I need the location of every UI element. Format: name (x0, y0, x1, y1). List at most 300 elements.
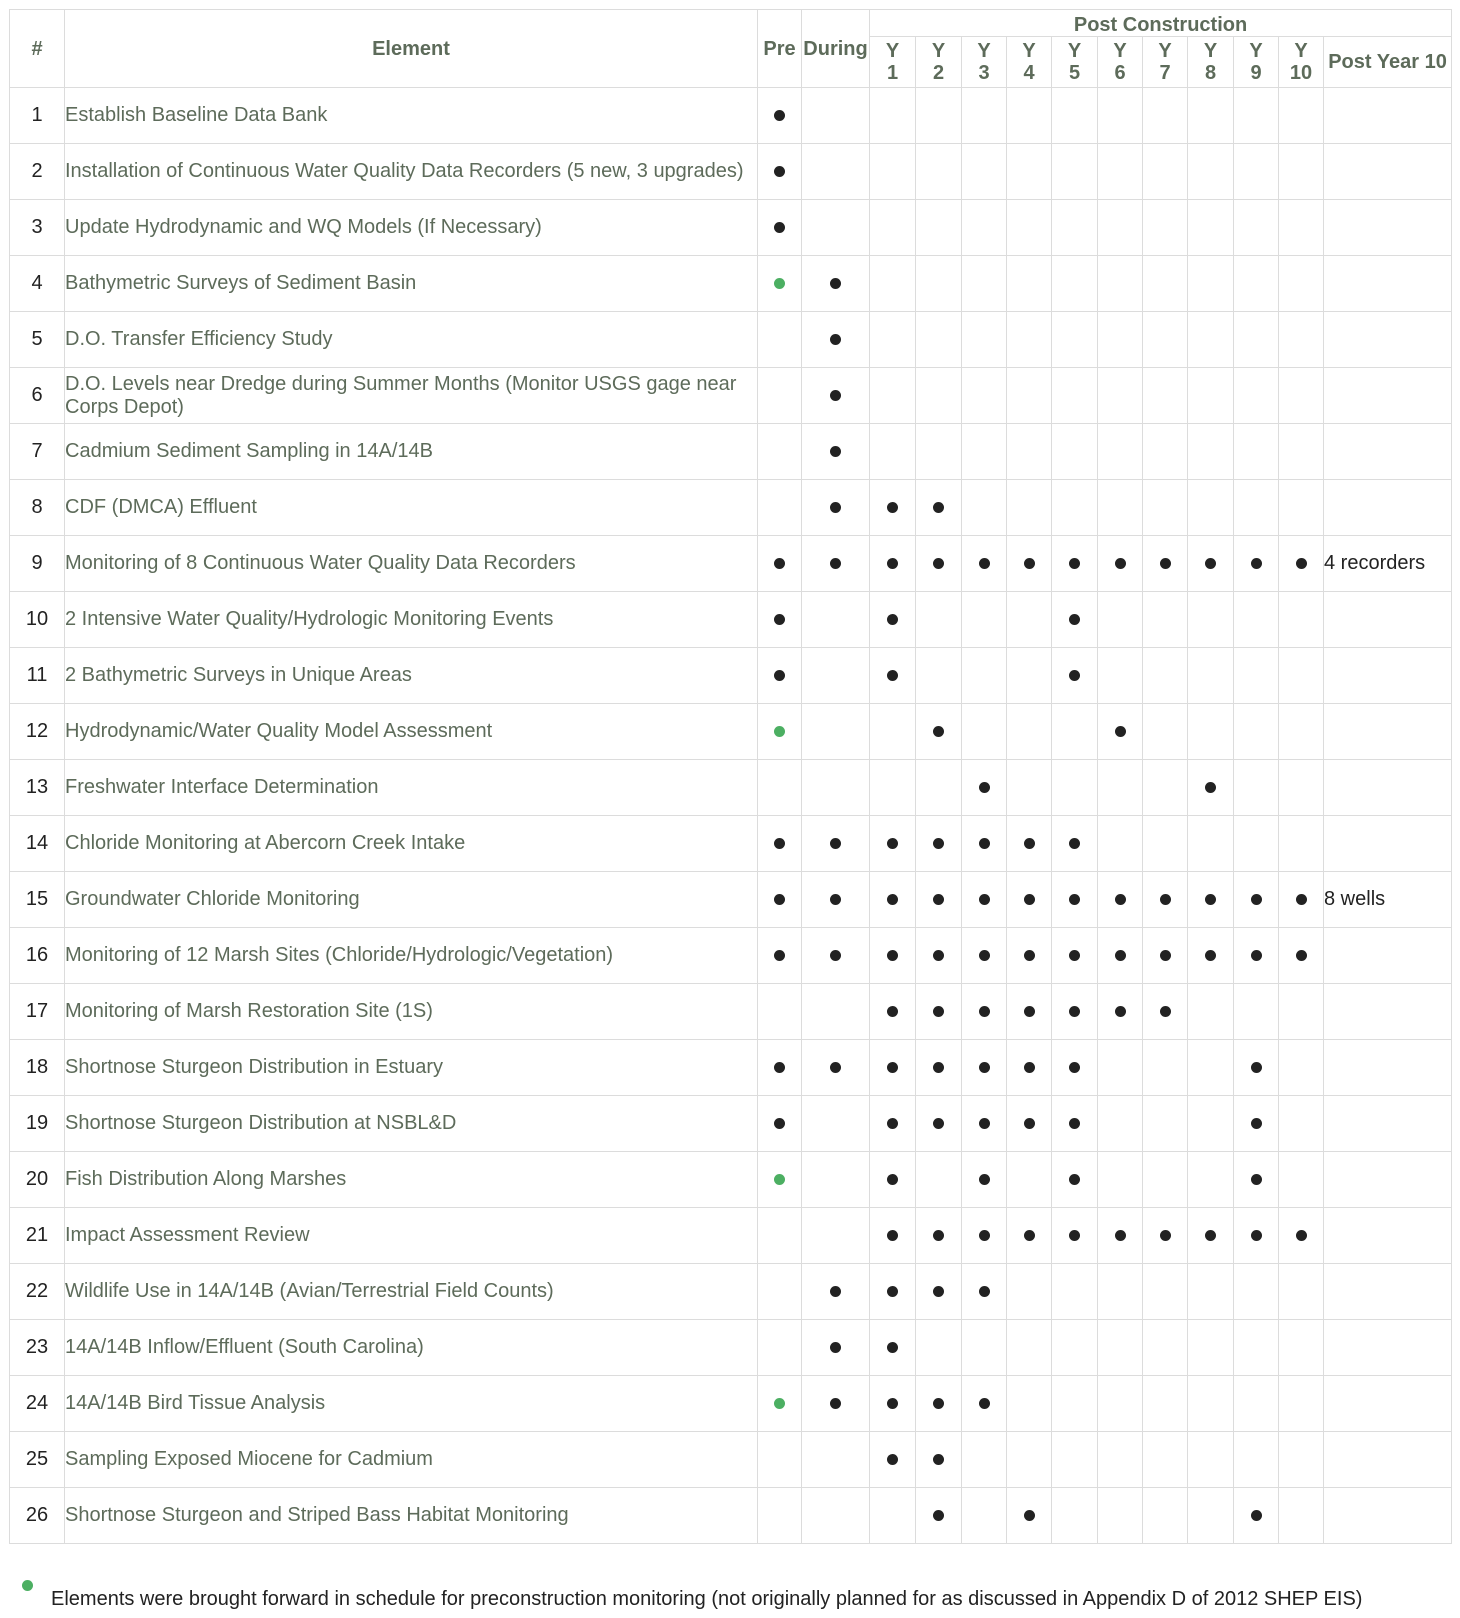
row-element: 2 Intensive Water Quality/Hydrologic Monitoring Events (65, 592, 758, 648)
row-number: 9 (10, 536, 65, 592)
cell-y1 (870, 648, 916, 704)
row-element: Update Hydrodynamic and WQ Models (If Necessary) (65, 200, 758, 256)
cell-pre (758, 592, 802, 648)
cell-during (802, 816, 870, 872)
cell-y5 (1052, 928, 1098, 984)
row-element: Establish Baseline Data Bank (65, 88, 758, 144)
cell-y5 (1052, 1152, 1098, 1208)
cell-y3 (962, 704, 1007, 760)
black-dot-icon (774, 950, 785, 961)
green-dot-icon (774, 1174, 785, 1185)
table-row (10, 984, 1452, 1040)
black-dot-icon (1115, 558, 1126, 569)
cell-y8 (1188, 928, 1234, 984)
row-element: Hydrodynamic/Water Quality Model Assessment (65, 704, 758, 760)
black-dot-icon (979, 1230, 990, 1241)
black-dot-icon (933, 894, 944, 905)
black-dot-icon (1251, 1174, 1262, 1185)
cell-y3 (962, 1320, 1007, 1376)
cell-y2 (916, 928, 962, 984)
cell-y9 (1234, 144, 1279, 200)
table-row (10, 648, 1452, 704)
row-number: 23 (10, 1320, 65, 1376)
table-row (10, 480, 1452, 536)
cell-y9 (1234, 1488, 1279, 1544)
header-year-6 (1098, 37, 1143, 88)
cell-pre (758, 200, 802, 256)
black-dot-icon (1296, 1230, 1307, 1241)
green-dot-icon (774, 1398, 785, 1409)
row-number: 11 (10, 648, 65, 704)
table-row (10, 1432, 1452, 1488)
cell-y2 (916, 424, 962, 480)
black-dot-icon (830, 838, 841, 849)
black-dot-icon (830, 502, 841, 513)
row-element: D.O. Transfer Efficiency Study (65, 312, 758, 368)
row-element: Monitoring of 12 Marsh Sites (Chloride/Hydrologic/Vegetation) (65, 928, 758, 984)
cell-y1 (870, 592, 916, 648)
cell-y5 (1052, 872, 1098, 928)
black-dot-icon (1251, 1510, 1262, 1521)
cell-post-year-10 (1324, 1320, 1452, 1376)
cell-y10 (1279, 1488, 1324, 1544)
cell-y1 (870, 760, 916, 816)
green-dot-icon (774, 726, 785, 737)
cell-y4 (1007, 1208, 1052, 1264)
cell-y1 (870, 1096, 916, 1152)
black-dot-icon (1251, 1118, 1262, 1129)
cell-y7 (1143, 536, 1188, 592)
header-year-prefix: Y (885, 40, 900, 62)
row-number: 15 (10, 872, 65, 928)
cell-y9 (1234, 1432, 1279, 1488)
row-element: Chloride Monitoring at Abercorn Creek Intake (65, 816, 758, 872)
cell-y1 (870, 1208, 916, 1264)
cell-pre (758, 704, 802, 760)
cell-y4 (1007, 1320, 1052, 1376)
black-dot-icon (887, 1454, 898, 1465)
row-number: 18 (10, 1040, 65, 1096)
black-dot-icon (1115, 1006, 1126, 1017)
header-pre: Pre (758, 10, 802, 88)
cell-y7 (1143, 144, 1188, 200)
cell-y9 (1234, 424, 1279, 480)
header-year-number: 5 (1068, 62, 1081, 84)
cell-y9 (1234, 200, 1279, 256)
cell-y10 (1279, 592, 1324, 648)
cell-y4 (1007, 984, 1052, 1040)
row-number: 8 (10, 480, 65, 536)
monitoring-schedule-table (9, 9, 1452, 1544)
black-dot-icon (1024, 1006, 1035, 1017)
table-row (10, 1096, 1452, 1152)
cell-y6 (1098, 1376, 1143, 1432)
cell-post-year-10 (1324, 368, 1452, 424)
cell-y1 (870, 88, 916, 144)
cell-post-year-10 (1324, 1208, 1452, 1264)
cell-y10 (1279, 1376, 1324, 1432)
cell-during (802, 536, 870, 592)
cell-y4 (1007, 1152, 1052, 1208)
cell-pre (758, 1264, 802, 1320)
cell-during (802, 1040, 870, 1096)
cell-y6 (1098, 200, 1143, 256)
header-year-prefix: Y (931, 40, 946, 62)
header-during: During (802, 10, 870, 88)
cell-y4 (1007, 816, 1052, 872)
cell-y4 (1007, 368, 1052, 424)
header-year-prefix: Y (1158, 40, 1172, 62)
cell-during (802, 1432, 870, 1488)
cell-y8 (1188, 480, 1234, 536)
cell-during (802, 1320, 870, 1376)
black-dot-icon (1069, 614, 1080, 625)
black-dot-icon (1296, 950, 1307, 961)
cell-pre (758, 536, 802, 592)
black-dot-icon (1160, 950, 1171, 961)
row-element: Shortnose Sturgeon and Striped Bass Habitat Monitoring (65, 1488, 758, 1544)
cell-y1 (870, 1040, 916, 1096)
cell-y6 (1098, 816, 1143, 872)
black-dot-icon (933, 502, 944, 513)
cell-y10 (1279, 256, 1324, 312)
cell-y10 (1279, 536, 1324, 592)
black-dot-icon (830, 1062, 841, 1073)
header-year-2 (916, 37, 962, 88)
black-dot-icon (979, 894, 990, 905)
black-dot-icon (1205, 894, 1216, 905)
cell-y6 (1098, 760, 1143, 816)
cell-y9 (1234, 704, 1279, 760)
cell-y10 (1279, 312, 1324, 368)
cell-y7 (1143, 200, 1188, 256)
row-number: 26 (10, 1488, 65, 1544)
black-dot-icon (933, 1118, 944, 1129)
black-dot-icon (887, 1342, 898, 1353)
row-number: 25 (10, 1432, 65, 1488)
cell-y4 (1007, 88, 1052, 144)
header-year-9 (1234, 37, 1279, 88)
row-element: Bathymetric Surveys of Sediment Basin (65, 256, 758, 312)
black-dot-icon (1069, 670, 1080, 681)
table-row (10, 424, 1452, 480)
cell-during (802, 480, 870, 536)
legend-text: Elements were brought forward in schedule for preconstruction monitoring (not originally planned for as discussed in Appendix D of 2012 SHEP EIS) (51, 1588, 1363, 1610)
cell-during (802, 200, 870, 256)
row-element: Impact Assessment Review (65, 1208, 758, 1264)
black-dot-icon (830, 894, 841, 905)
cell-y3 (962, 312, 1007, 368)
black-dot-icon (830, 1398, 841, 1409)
black-dot-icon (1069, 1230, 1080, 1241)
cell-post-year-10 (1324, 144, 1452, 200)
cell-y4 (1007, 480, 1052, 536)
cell-post-year-10 (1324, 200, 1452, 256)
cell-y4 (1007, 312, 1052, 368)
black-dot-icon (887, 502, 898, 513)
black-dot-icon (887, 1174, 898, 1185)
cell-y8 (1188, 592, 1234, 648)
black-dot-icon (979, 950, 990, 961)
cell-y8 (1188, 536, 1234, 592)
cell-y1 (870, 1432, 916, 1488)
cell-y4 (1007, 256, 1052, 312)
cell-y1 (870, 424, 916, 480)
cell-y7 (1143, 424, 1188, 480)
cell-y1 (870, 816, 916, 872)
cell-y4 (1007, 648, 1052, 704)
black-dot-icon (1024, 894, 1035, 905)
cell-y2 (916, 704, 962, 760)
cell-y6 (1098, 1040, 1143, 1096)
cell-y1 (870, 368, 916, 424)
cell-y7 (1143, 928, 1188, 984)
header-post-year-10: Post Year 10 (1324, 37, 1452, 88)
black-dot-icon (1024, 838, 1035, 849)
cell-y4 (1007, 1376, 1052, 1432)
cell-y10 (1279, 1096, 1324, 1152)
row-element: 2 Bathymetric Surveys in Unique Areas (65, 648, 758, 704)
cell-post-year-10 (1324, 1096, 1452, 1152)
cell-y8 (1188, 816, 1234, 872)
black-dot-icon (1069, 558, 1080, 569)
black-dot-icon (887, 894, 898, 905)
cell-y9 (1234, 1264, 1279, 1320)
row-element: D.O. Levels near Dredge during Summer Months (Monitor USGS gage near Corps Depot) (65, 368, 758, 424)
cell-y8 (1188, 256, 1234, 312)
black-dot-icon (1251, 1230, 1262, 1241)
cell-during (802, 1208, 870, 1264)
cell-y8 (1188, 1040, 1234, 1096)
cell-y3 (962, 1488, 1007, 1544)
cell-during (802, 872, 870, 928)
cell-pre (758, 88, 802, 144)
cell-during (802, 1152, 870, 1208)
cell-pre (758, 816, 802, 872)
cell-y3 (962, 1152, 1007, 1208)
cell-y2 (916, 368, 962, 424)
cell-y10 (1279, 984, 1324, 1040)
black-dot-icon (1069, 1006, 1080, 1017)
table-row (10, 928, 1452, 984)
cell-y7 (1143, 1320, 1188, 1376)
cell-y5 (1052, 760, 1098, 816)
cell-y8 (1188, 1320, 1234, 1376)
cell-y7 (1143, 1376, 1188, 1432)
cell-y10 (1279, 424, 1324, 480)
cell-pre (758, 1376, 802, 1432)
cell-y7 (1143, 1152, 1188, 1208)
cell-y6 (1098, 704, 1143, 760)
black-dot-icon (1024, 1062, 1035, 1073)
cell-y2 (916, 1096, 962, 1152)
black-dot-icon (830, 1342, 841, 1353)
cell-y6 (1098, 1152, 1143, 1208)
row-element: Freshwater Interface Determination (65, 760, 758, 816)
cell-y3 (962, 1208, 1007, 1264)
legend (20, 1580, 1440, 1610)
cell-y5 (1052, 1488, 1098, 1544)
cell-y9 (1234, 592, 1279, 648)
black-dot-icon (830, 390, 841, 401)
black-dot-icon (1205, 782, 1216, 793)
cell-y2 (916, 648, 962, 704)
cell-y8 (1188, 704, 1234, 760)
black-dot-icon (933, 726, 944, 737)
cell-during (802, 1376, 870, 1432)
cell-y7 (1143, 704, 1188, 760)
cell-y3 (962, 1432, 1007, 1488)
cell-y7 (1143, 1432, 1188, 1488)
header-year-number: 6 (1114, 62, 1126, 84)
legend-green-dot-icon (22, 1580, 33, 1591)
cell-y9 (1234, 480, 1279, 536)
table-row (10, 256, 1452, 312)
cell-post-year-10 (1324, 1432, 1452, 1488)
cell-y6 (1098, 424, 1143, 480)
black-dot-icon (1024, 1230, 1035, 1241)
cell-y4 (1007, 1264, 1052, 1320)
black-dot-icon (774, 222, 785, 233)
cell-during (802, 312, 870, 368)
black-dot-icon (887, 558, 898, 569)
black-dot-icon (1251, 1062, 1262, 1073)
cell-y1 (870, 480, 916, 536)
cell-y5 (1052, 536, 1098, 592)
cell-y1 (870, 256, 916, 312)
cell-y10 (1279, 816, 1324, 872)
black-dot-icon (979, 1118, 990, 1129)
row-element: 14A/14B Bird Tissue Analysis (65, 1376, 758, 1432)
black-dot-icon (979, 1398, 990, 1409)
black-dot-icon (1160, 558, 1171, 569)
row-number: 14 (10, 816, 65, 872)
cell-y7 (1143, 1096, 1188, 1152)
cell-during (802, 256, 870, 312)
black-dot-icon (774, 110, 785, 121)
row-number: 7 (10, 424, 65, 480)
cell-y7 (1143, 312, 1188, 368)
cell-y3 (962, 816, 1007, 872)
black-dot-icon (1205, 950, 1216, 961)
cell-y4 (1007, 1432, 1052, 1488)
black-dot-icon (933, 1062, 944, 1073)
table-row (10, 1376, 1452, 1432)
row-number: 16 (10, 928, 65, 984)
cell-y7 (1143, 1264, 1188, 1320)
cell-pre (758, 424, 802, 480)
black-dot-icon (1115, 894, 1126, 905)
cell-y2 (916, 872, 962, 928)
cell-pre (758, 1432, 802, 1488)
row-element: Wildlife Use in 14A/14B (Avian/Terrestrial Field Counts) (65, 1264, 758, 1320)
cell-y6 (1098, 1432, 1143, 1488)
black-dot-icon (887, 1062, 898, 1073)
black-dot-icon (1115, 950, 1126, 961)
black-dot-icon (830, 278, 841, 289)
black-dot-icon (979, 838, 990, 849)
cell-y10 (1279, 200, 1324, 256)
cell-y8 (1188, 760, 1234, 816)
cell-y5 (1052, 88, 1098, 144)
cell-y8 (1188, 872, 1234, 928)
cell-y2 (916, 536, 962, 592)
table-row (10, 1320, 1452, 1376)
cell-y3 (962, 984, 1007, 1040)
cell-post-year-10 (1324, 88, 1452, 144)
cell-y10 (1279, 1432, 1324, 1488)
cell-post-year-10 (1324, 760, 1452, 816)
cell-y5 (1052, 816, 1098, 872)
cell-y6 (1098, 256, 1143, 312)
cell-y5 (1052, 1040, 1098, 1096)
cell-y9 (1234, 1152, 1279, 1208)
row-element: CDF (DMCA) Effluent (65, 480, 758, 536)
row-number: 4 (10, 256, 65, 312)
cell-y5 (1052, 200, 1098, 256)
cell-y7 (1143, 816, 1188, 872)
black-dot-icon (774, 670, 785, 681)
cell-y5 (1052, 480, 1098, 536)
table-row (10, 704, 1452, 760)
cell-y2 (916, 984, 962, 1040)
black-dot-icon (774, 838, 785, 849)
black-dot-icon (933, 950, 944, 961)
cell-y10 (1279, 144, 1324, 200)
cell-post-year-10 (1324, 704, 1452, 760)
header-row-top (10, 10, 1452, 37)
header-year-8 (1188, 37, 1234, 88)
black-dot-icon (933, 1230, 944, 1241)
table-row (10, 816, 1452, 872)
cell-y3 (962, 368, 1007, 424)
black-dot-icon (933, 1398, 944, 1409)
cell-y8 (1188, 1488, 1234, 1544)
black-dot-icon (1069, 950, 1080, 961)
cell-y3 (962, 928, 1007, 984)
row-number: 1 (10, 88, 65, 144)
cell-y5 (1052, 1376, 1098, 1432)
cell-y9 (1234, 928, 1279, 984)
black-dot-icon (979, 1006, 990, 1017)
row-element: Installation of Continuous Water Quality Data Recorders (5 new, 3 upgrades) (65, 144, 758, 200)
cell-during (802, 1096, 870, 1152)
cell-y9 (1234, 760, 1279, 816)
cell-y7 (1143, 872, 1188, 928)
cell-y4 (1007, 536, 1052, 592)
table-row (10, 88, 1452, 144)
row-element: 14A/14B Inflow/Effluent (South Carolina) (65, 1320, 758, 1376)
table-row (10, 1208, 1452, 1264)
black-dot-icon (1069, 1118, 1080, 1129)
cell-y3 (962, 200, 1007, 256)
cell-y5 (1052, 1320, 1098, 1376)
cell-y2 (916, 144, 962, 200)
cell-y4 (1007, 144, 1052, 200)
black-dot-icon (830, 1286, 841, 1297)
cell-y10 (1279, 1320, 1324, 1376)
row-number: 2 (10, 144, 65, 200)
black-dot-icon (887, 1230, 898, 1241)
black-dot-icon (1069, 1062, 1080, 1073)
row-element: Fish Distribution Along Marshes (65, 1152, 758, 1208)
black-dot-icon (887, 614, 898, 625)
cell-y5 (1052, 144, 1098, 200)
cell-pre (758, 872, 802, 928)
black-dot-icon (887, 1286, 898, 1297)
cell-y9 (1234, 1376, 1279, 1432)
cell-during (802, 760, 870, 816)
